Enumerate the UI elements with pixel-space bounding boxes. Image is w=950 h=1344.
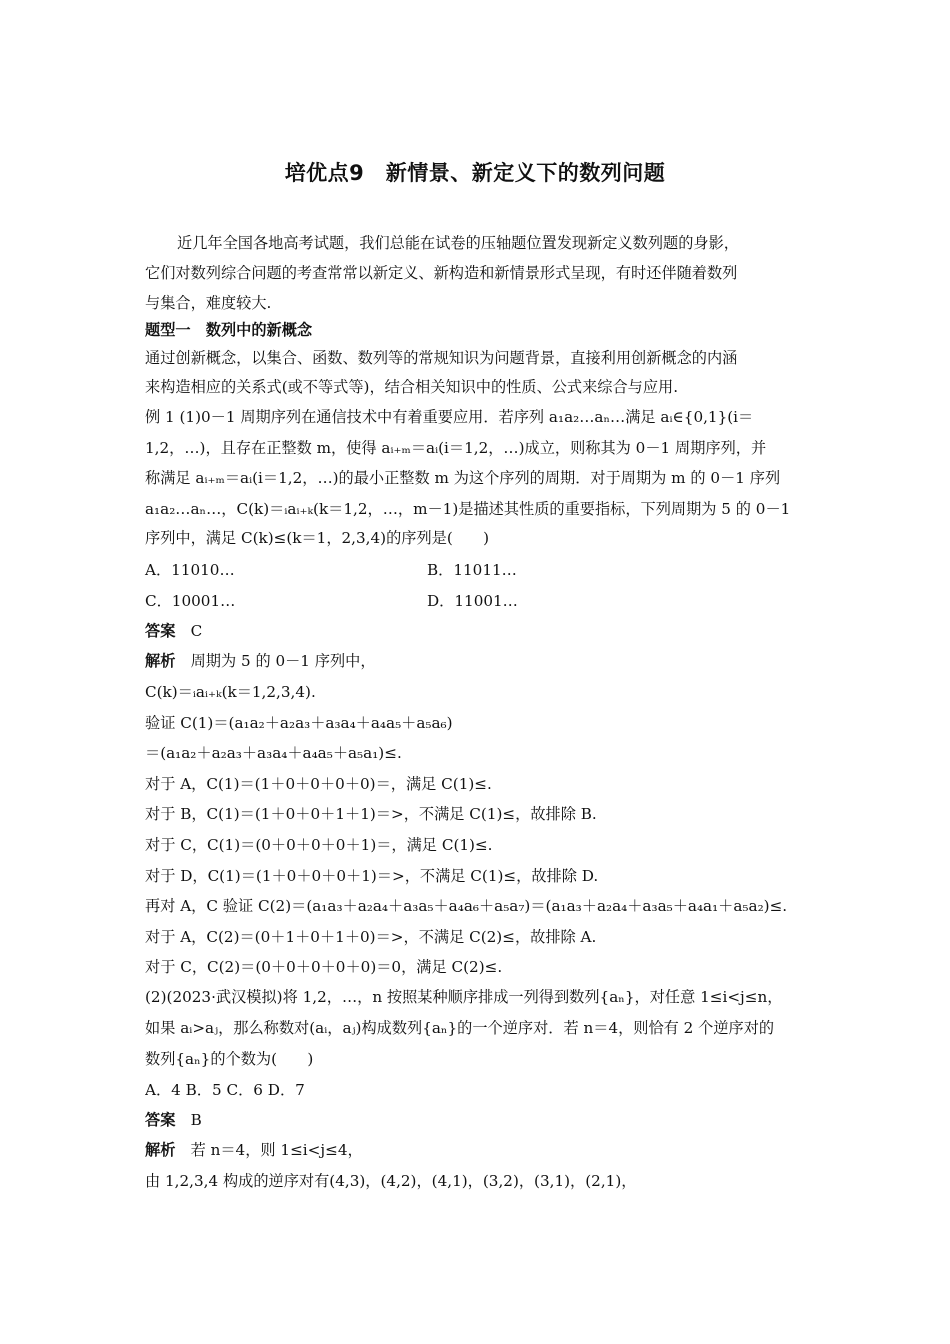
section-description: 通过创新概念，以集合、函数、数列等的常规知识为问题背景，直接利用创新概念的内涵	[145, 349, 738, 367]
example1-question: 称满足 aᵢ₊ₘ＝aᵢ(i＝1,2，…)的最小正整数 m 为这个序列的周期．对于周期为 m 的 0－1 序列	[145, 469, 781, 487]
analysis-step: 对于 D，C(1)＝(1＋0＋0＋0＋1)＝>，不满足 C(1)≤，故排除 D.	[145, 867, 599, 885]
answer-value: B	[190, 1111, 202, 1129]
example2-question: 如果 aᵢ>aⱼ，那么称数对(aᵢ，aⱼ)构成数列{aₙ}的一个逆序对．若 n＝4，则恰有 2 个逆序对的	[145, 1019, 775, 1037]
section-description: 来构造相应的关系式(或不等式等)，结合相关知识中的性质、公式来综合与应用.	[145, 378, 679, 396]
example2-question: 数列{aₙ}的个数为( )	[145, 1050, 314, 1068]
intro-line: 近几年全国各地高考试题，我们总能在试卷的压轴题位置发现新定义数列题的身影，	[177, 234, 739, 252]
example1-question: a₁a₂…aₙ…，C(k)＝ᵢaᵢ₊ₖ(k＝1,2，…，m－1)是描述其性质的重要指标，下列周期为 5 的 0－1	[145, 500, 791, 518]
answer-label: 答案	[145, 1111, 176, 1129]
analysis-step: 再对 A，C 验证 C(2)＝(a₁a₃＋a₂a₄＋a₃a₅＋a₄a₆＋a₅a₇)＝(a₁a₃＋a₂a₄＋a₃a₅＋a₄a₁＋a₅a₂)≤.	[145, 897, 788, 915]
analysis-step: ＝(a₁a₂＋a₂a₃＋a₃a₄＋a₄a₅＋a₅a₁)≤.	[145, 744, 402, 762]
answer-line	[145, 621, 810, 641]
analysis-step: 对于 C，C(1)＝(0＋0＋0＋0＋1)＝，满足 C(1)≤.	[145, 836, 493, 854]
option-d: D．11001…	[427, 592, 518, 610]
analysis-step: 对于 A，C(1)＝(1＋0＋0＋0＋0)＝，满足 C(1)≤.	[145, 775, 492, 793]
example1-question: 例 1 (1)0－1 周期序列在通信技术中有着重要应用．若序列 a₁a₂…aₙ…满足 aᵢ∈{0,1}(i＝	[145, 408, 754, 426]
analysis-label: 解析	[145, 652, 176, 670]
example2-options: A．4 B．5 C．6 D．7	[145, 1081, 305, 1099]
analysis-line	[145, 651, 810, 671]
intro-line: 它们对数列综合问题的考查常常以新定义、新构造和新情景形式呈现，有时还伴随着数列	[145, 264, 738, 282]
analysis-text: 周期为 5 的 0－1 序列中，	[190, 652, 376, 670]
example1-question: 1,2，…)，且存在正整数 m，使得 aᵢ₊ₘ＝aᵢ(i＝1,2，…)成立，则称其为 0－1 周期序列，并	[145, 439, 767, 457]
analysis-label: 解析	[145, 1141, 176, 1159]
analysis-step: 由 1,2,3,4 构成的逆序对有(4,3)，(4,2)，(4,1)，(3,2)，(3,1)，(2,1)，	[145, 1172, 637, 1190]
analysis-line	[145, 1140, 810, 1160]
analysis-text: 若 n＝4，则 1≤i<j≤4，	[190, 1141, 363, 1159]
intro-line: 与集合，难度较大.	[145, 294, 272, 312]
option-a: A．11010…	[145, 561, 235, 579]
analysis-step: 对于 C，C(2)＝(0＋0＋0＋0＋0)＝0，满足 C(2)≤.	[145, 958, 503, 976]
analysis-step: C(k)＝ᵢaᵢ₊ₖ(k＝1,2,3,4).	[145, 683, 316, 701]
answer-label: 答案	[145, 622, 176, 640]
section-heading: 题型一 数列中的新概念	[145, 321, 313, 339]
option-c: C．10001…	[145, 592, 236, 610]
page-title: 培优点9 新情景、新定义下的数列问题	[284, 161, 666, 185]
example1-question: 序列中，满足 C(k)≤(k＝1，2,3,4)的序列是( )	[145, 529, 490, 547]
analysis-step: 验证 C(1)＝(a₁a₂＋a₂a₃＋a₃a₄＋a₄a₅＋a₅a₆)	[145, 714, 453, 732]
example2-question: (2)(2023·武汉模拟)将 1,2，…，n 按照某种顺序排成一列得到数列{aₙ}，对任意 1≤i<j≤n，	[145, 988, 783, 1006]
answer-line	[145, 1110, 810, 1130]
option-b: B．11011…	[427, 561, 517, 579]
analysis-step: 对于 B，C(1)＝(1＋0＋0＋1＋1)＝>，不满足 C(1)≤，故排除 B.	[145, 805, 597, 823]
analysis-step: 对于 A，C(2)＝(0＋1＋0＋1＋0)＝>，不满足 C(2)≤，故排除 A.	[145, 928, 597, 946]
answer-value: C	[190, 622, 203, 640]
